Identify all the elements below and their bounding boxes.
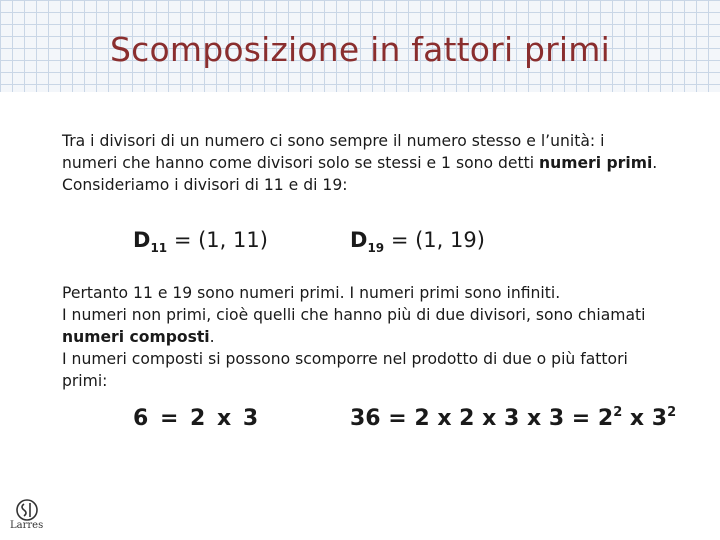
- divisor-set-19: [350, 228, 485, 255]
- divisor-symbol: D: [133, 228, 151, 252]
- example-36-main: 36 = 2 x 2 x 3 x 3 = 2: [350, 406, 614, 431]
- divisor-index: 11: [150, 241, 168, 255]
- intro-line-2-end: .: [652, 154, 658, 172]
- divisor-symbol: D: [350, 228, 368, 252]
- example-36: [350, 406, 676, 431]
- divisor-index: 19: [367, 241, 385, 255]
- intro-paragraph: [62, 130, 682, 196]
- body-paragraph: [62, 282, 682, 392]
- term-numeri-composti: numeri composti: [62, 328, 210, 346]
- divisor-set-11: [133, 228, 268, 255]
- example-36-mid: x 3: [622, 406, 668, 431]
- intro-line-1: Tra i divisori di un numero ci sono sempre il numero stesso e l’unità: i: [62, 132, 605, 150]
- larres-logo-icon: [6, 494, 48, 538]
- divisor-value: = (1, 19): [384, 228, 485, 252]
- logo-text: Larres: [10, 520, 44, 531]
- slide-title: Scomposizione in fattori primi: [109, 30, 611, 69]
- term-numeri-primi: numeri primi: [539, 154, 653, 172]
- example-6: 6 = 2 x 3: [133, 406, 261, 431]
- intro-line-3: Consideriamo i divisori di 11 e di 19:: [62, 176, 348, 194]
- exponent: 2: [613, 405, 623, 420]
- intro-line-2: numeri che hanno come divisori solo se stessi e 1 sono detti: [62, 154, 539, 172]
- exponent: 2: [667, 405, 677, 420]
- body-line-4: I numeri composti si possono scomporre nel prodotto di due o più fattori: [62, 350, 628, 368]
- body-line-1: Pertanto 11 e 19 sono numeri primi. I numeri primi sono infiniti.: [62, 284, 561, 302]
- divisor-value: = (1, 11): [167, 228, 268, 252]
- body-line-3-end: .: [209, 328, 215, 346]
- body-line-5: primi:: [62, 372, 108, 390]
- body-line-2: I numeri non primi, cioè quelli che hanno più di due divisori, sono chiamati: [62, 306, 646, 324]
